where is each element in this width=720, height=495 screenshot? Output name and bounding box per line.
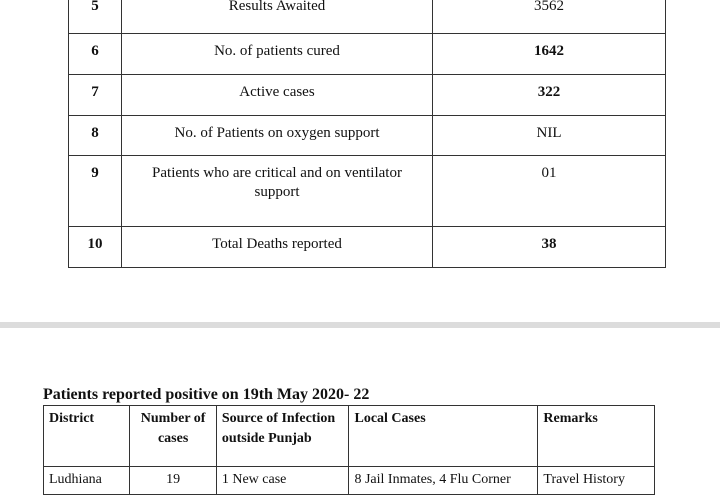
serial-number: 8 (69, 116, 122, 156)
row-description: Results Awaited (122, 0, 433, 34)
header-row (44, 406, 655, 467)
serial-number: 9 (69, 156, 122, 227)
column-header: District (44, 406, 130, 467)
row-value: NIL (433, 116, 666, 156)
table-row (69, 75, 666, 116)
row-value: 3562 (433, 0, 666, 34)
row-description: Active cases (122, 75, 433, 116)
table-row (69, 227, 666, 268)
positive-cases-heading: Patients reported positive on 19th May 2020- 22 (43, 386, 370, 403)
table-row (69, 34, 666, 75)
serial-number: 5 (69, 0, 122, 34)
table-row (69, 0, 666, 34)
table-row (69, 156, 666, 227)
column-header: Number of cases (130, 406, 216, 467)
row-description: No. of patients cured (122, 34, 433, 75)
row-value: 1642 (433, 34, 666, 75)
positive-cases-table (43, 405, 655, 495)
column-header: Local Cases (349, 406, 538, 467)
serial-number: 7 (69, 75, 122, 116)
serial-number: 6 (69, 34, 122, 75)
table-cell: 8 Jail Inmates, 4 Flu Corner (349, 467, 538, 495)
column-header: Source of Infection outside Punjab (216, 406, 349, 467)
table-cell: Ludhiana (44, 467, 130, 495)
row-value: 322 (433, 75, 666, 116)
table-row (44, 467, 655, 495)
row-description: Total Deaths reported (122, 227, 433, 268)
table-cell: 1 New case (216, 467, 349, 495)
row-value: 01 (433, 156, 666, 227)
table-cell: Travel History (538, 467, 655, 495)
column-header: Remarks (538, 406, 655, 467)
row-description: Patients who are critical and on ventilator support (122, 156, 433, 227)
summary-table (68, 0, 666, 268)
row-description: No. of Patients on oxygen support (122, 116, 433, 156)
row-value: 38 (433, 227, 666, 268)
serial-number: 10 (69, 227, 122, 268)
table-row (69, 116, 666, 156)
positive-cases-page (0, 328, 720, 487)
table-cell: 19 (130, 467, 216, 495)
